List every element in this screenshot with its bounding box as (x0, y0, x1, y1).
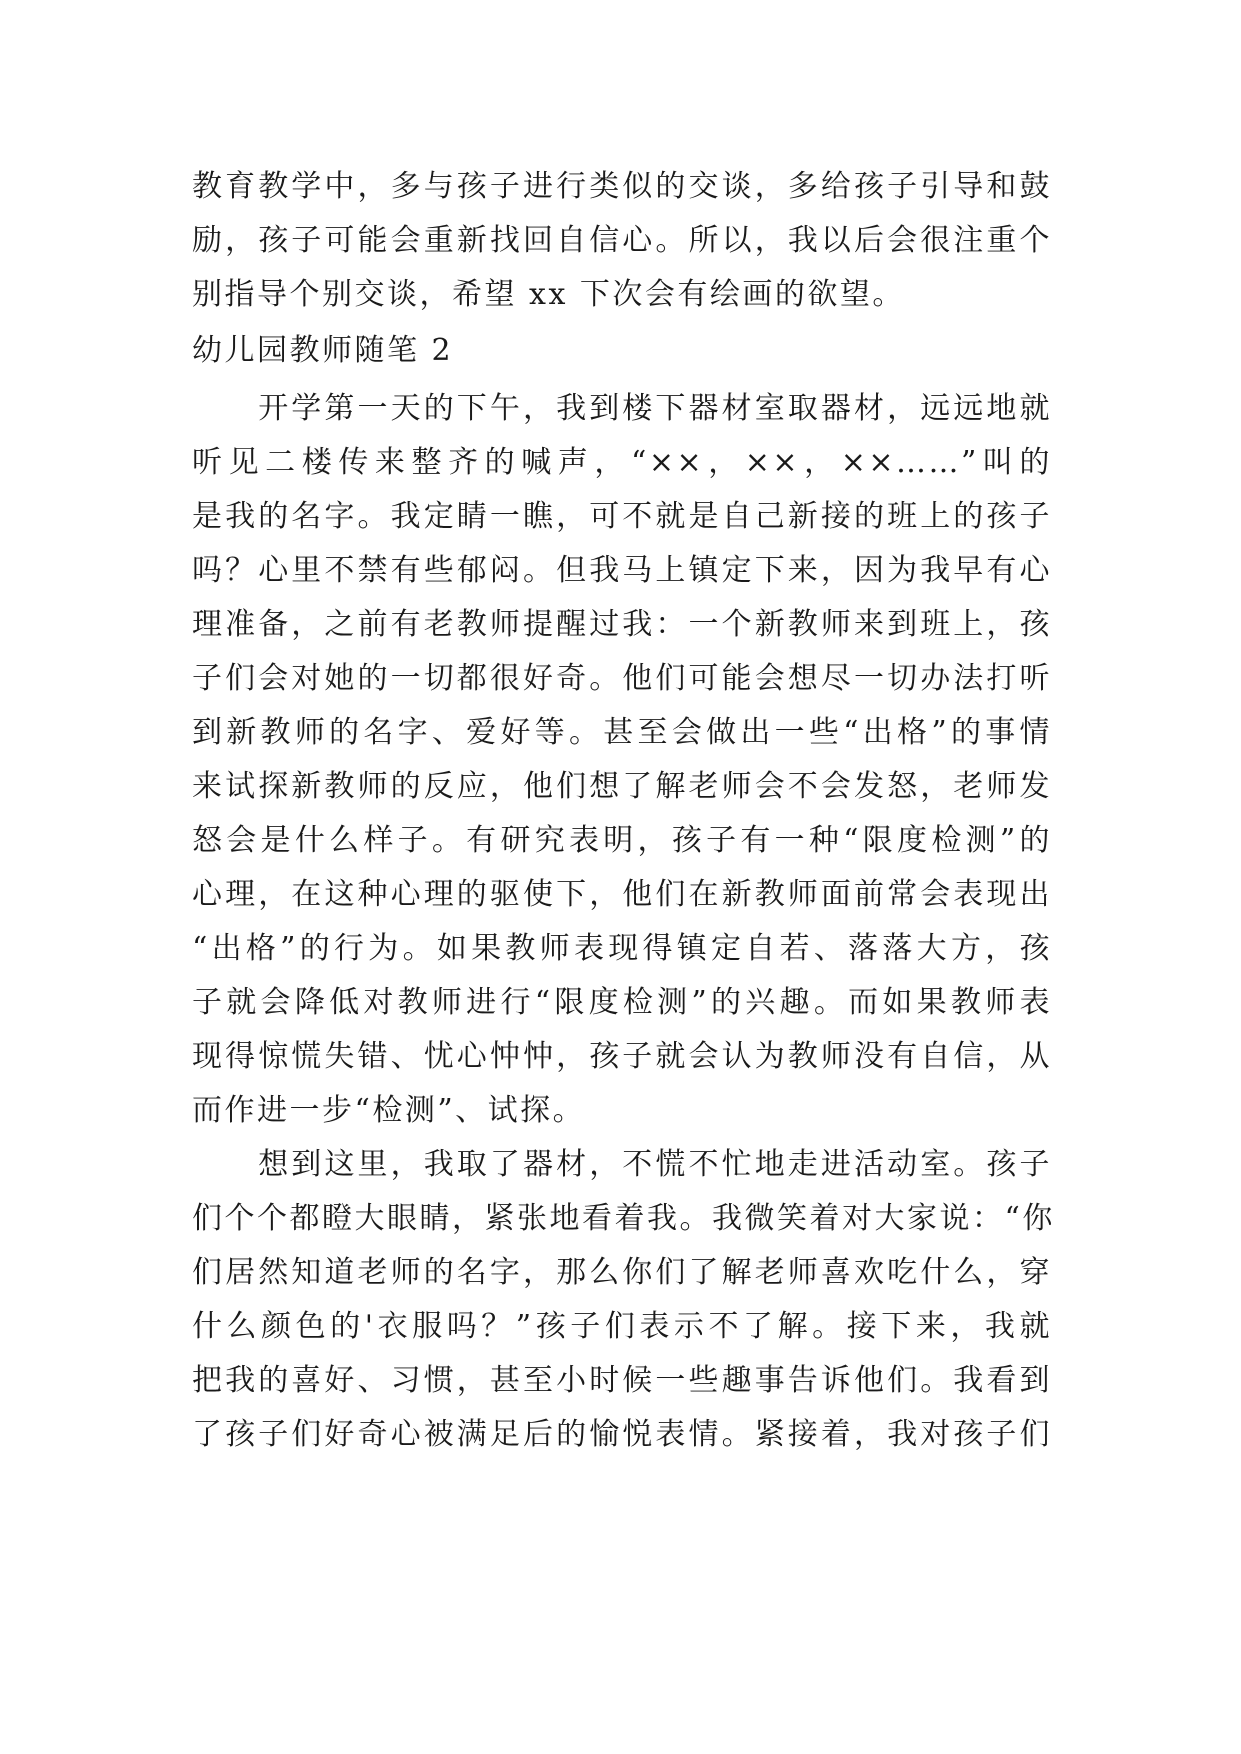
text-line: 别指导个别交谈，希望 xx 下次会有绘画的欲望。 (192, 277, 905, 312)
document-body (192, 160, 1055, 1462)
text-line: 怒会是什么样子。有研究表明，孩子有一种“限度检测”的 (192, 823, 1052, 858)
text-line: 子就会降低对教师进行“限度检测”的兴趣。而如果教师表 (192, 985, 1052, 1020)
text-line: 们个个都瞪大眼睛，紧张地看着我。我微笑着对大家说：“你 (192, 1201, 1055, 1236)
text-line: 而作进一步“检测”、试探。 (192, 1093, 586, 1128)
text-line: 现得惊慌失错、忧心忡忡，孩子就会认为教师没有自信，从 (192, 1039, 1052, 1074)
text-line: 了孩子们好奇心被满足后的愉悦表情。紧接着，我对孩子们 (192, 1417, 1052, 1452)
text-line: 是我的名字。我定睛一瞧，可不就是自己新接的班上的孩子 (192, 499, 1052, 534)
text-line: 把我的喜好、习惯，甚至小时候一些趣事告诉他们。我看到 (192, 1363, 1052, 1398)
text-line: 来试探新教师的反应，他们想了解老师会不会发怒，老师发 (192, 769, 1052, 804)
paragraph-1 (192, 382, 1052, 1138)
text-line: 教育教学中，多与孩子进行类似的交谈，多给孩子引导和鼓 (192, 169, 1052, 204)
text-line: 开学第一天的下午，我到楼下器材室取器材，远远地就 (192, 391, 1052, 426)
intro-paragraph (192, 160, 1052, 322)
text-line: 想到这里，我取了器材，不慌不忙地走进活动室。孩子 (192, 1147, 1052, 1182)
paragraph-2 (192, 1138, 1055, 1462)
text-line: 理准备，之前有老教师提醒过我：一个新教师来到班上，孩 (192, 607, 1052, 642)
text-line: 到新教师的名字、爱好等。甚至会做出一些“出格”的事情 (192, 715, 1052, 750)
text-line: 子们会对她的一切都很好奇。他们可能会想尽一切办法打听 (192, 661, 1052, 696)
text-line: 什么颜色的'衣服吗？”孩子们表示不了解。接下来，我就 (192, 1309, 1052, 1344)
text-line: 吗？心里不禁有些郁闷。但我马上镇定下来，因为我早有心 (192, 553, 1052, 588)
section-heading: 幼儿园教师随笔 2 (192, 333, 454, 368)
text-line: 心理，在这种心理的驱使下，他们在新教师面前常会表现出 (192, 877, 1052, 912)
text-line: 听见二楼传来整齐的喊声，“××，××，××……”叫的 (192, 445, 1052, 480)
text-line: “出格”的行为。如果教师表现得镇定自若、落落大方，孩 (192, 931, 1052, 966)
text-line: 励，孩子可能会重新找回自信心。所以，我以后会很注重个 (192, 223, 1052, 258)
text-line: 们居然知道老师的名字，那么你们了解老师喜欢吃什么，穿 (192, 1255, 1052, 1290)
